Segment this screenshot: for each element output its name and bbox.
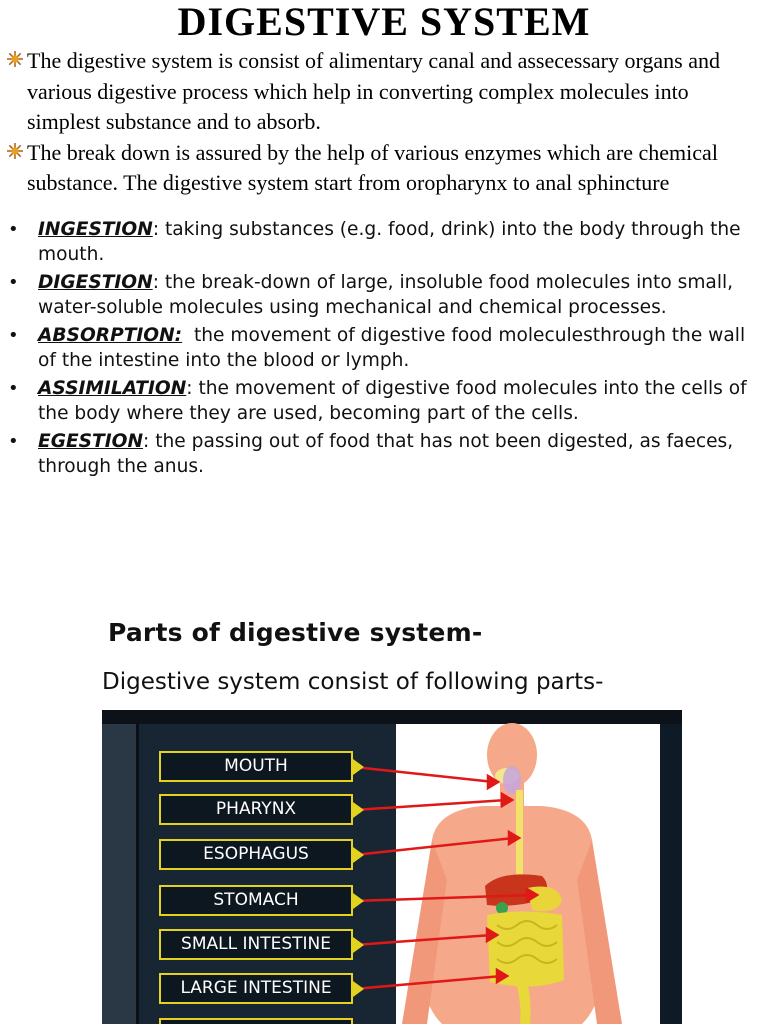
page-title: DIGESTIVE SYSTEM xyxy=(177,0,591,44)
process-description: the movement of digestive food molecules into the cells of the body where they are used, becoming part of the cells. xyxy=(38,378,747,424)
process-separator: : xyxy=(186,378,199,399)
bullet-dot-icon: • xyxy=(8,431,19,452)
bullet-dot-icon: • xyxy=(8,219,19,240)
list-item xyxy=(6,377,768,426)
process-term: EGESTION xyxy=(38,431,144,452)
label-pharynx: PHARYNX xyxy=(159,794,353,825)
list-item xyxy=(6,430,768,479)
intro-paragraph xyxy=(6,138,766,199)
list-item xyxy=(6,324,768,373)
label-small-intestine: SMALL INTESTINE xyxy=(159,929,353,960)
process-separator: : xyxy=(152,219,165,240)
process-separator: : xyxy=(143,431,156,452)
label-box-partial xyxy=(159,1018,353,1024)
process-description: the movement of digestive food moleculesthrough the wall of the intestine into the blood or lymph. xyxy=(38,325,746,371)
intro-text: The digestive system is consist of alimentary canal and assecessary organs and various digestive process which help in converting complex molecules into simplest substance and to absorb. xyxy=(27,48,721,134)
parts-heading: Parts of digestive system- xyxy=(108,618,483,647)
process-description: the passing out of food that has not been digested, as faeces, through the anus. xyxy=(38,431,734,477)
label-mouth: MOUTH xyxy=(159,751,353,782)
process-term: DIGESTION xyxy=(38,272,153,293)
label-stomach: STOMACH xyxy=(159,885,353,916)
process-description: taking substances (e.g. food, drink) into the body through the mouth. xyxy=(38,219,741,265)
list-item xyxy=(6,218,768,267)
intro-text: The break down is assured by the help of various enzymes which are chemical substance. The digestive system start from oropharynx to anal sphincture xyxy=(27,139,718,195)
bullet-dot-icon: • xyxy=(8,325,19,346)
process-term: INGESTION xyxy=(38,219,153,240)
bullet-dot-icon: • xyxy=(8,378,19,399)
intro-section xyxy=(6,46,766,216)
process-description: the break-down of large, insoluble food molecules into small, water-soluble molecules using mechanical and chemical processes. xyxy=(38,272,734,318)
process-separator xyxy=(182,325,194,346)
process-separator: : xyxy=(152,272,165,293)
sun-star-icon xyxy=(6,142,24,160)
process-list xyxy=(6,218,768,483)
process-term: ABSORPTION: xyxy=(38,325,183,346)
sun-star-icon xyxy=(6,50,24,68)
bullet-dot-icon: • xyxy=(8,272,19,293)
process-term: ASSIMILATION xyxy=(38,378,187,399)
intro-paragraph xyxy=(6,46,766,138)
label-large-intestine: LARGE INTESTINE xyxy=(159,973,353,1004)
parts-subheading: Digestive system consist of following parts- xyxy=(102,669,604,695)
label-esophagus: ESOPHAGUS xyxy=(159,839,353,870)
list-item xyxy=(6,271,768,320)
digestive-system-figure xyxy=(102,710,682,1024)
